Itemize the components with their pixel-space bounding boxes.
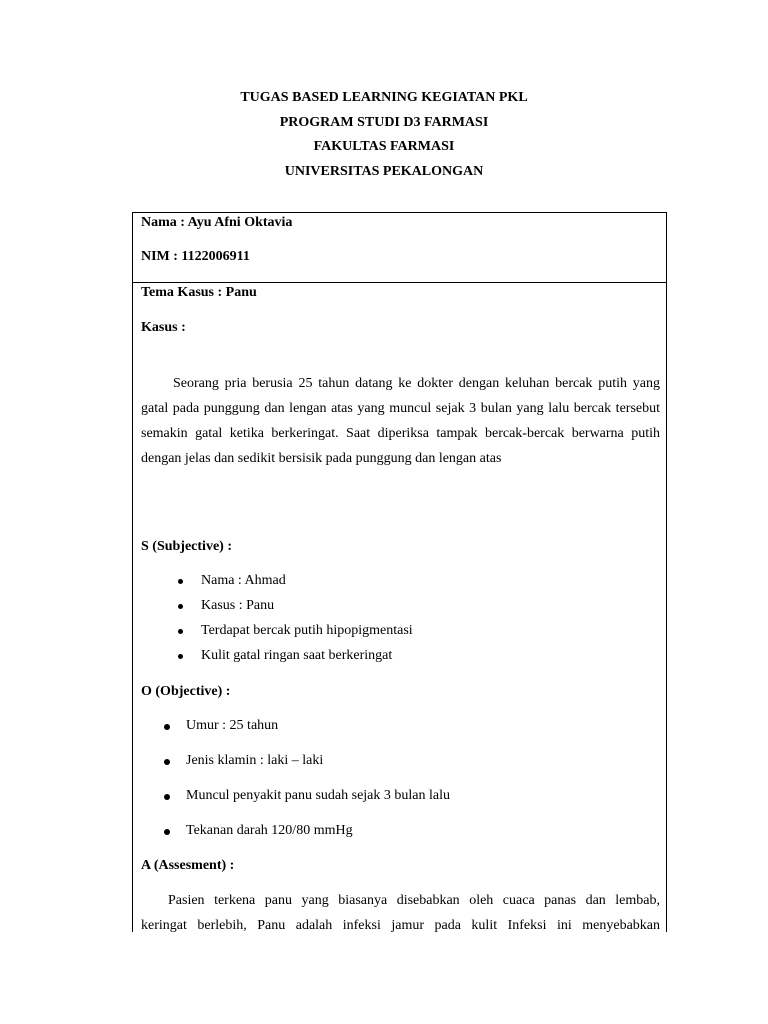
subjective-item: Terdapat bercak putih hipopigmentasi: [201, 623, 413, 638]
case-theme: Tema Kasus : Panu: [141, 285, 257, 300]
header-title: TUGAS BASED LEARNING KEGIATAN PKL: [240, 90, 528, 105]
objective-item: Tekanan darah 120/80 mmHg: [186, 823, 353, 838]
bullet-icon: [178, 629, 183, 634]
assessment-line-2: keringat berlebih, Panu adalah infeksi jamur pada kulit Infeksi ini menyebabkan: [141, 918, 660, 933]
assessment-line-1: [141, 888, 660, 913]
case-box: [132, 282, 667, 932]
subjective-heading: S (Subjective) :: [141, 539, 232, 554]
bullet-icon: [164, 829, 170, 835]
objective-item: Jenis klamin : laki – laki: [186, 753, 324, 768]
subjective-item: Kasus : Panu: [201, 598, 275, 613]
header-university: UNIVERSITAS PEKALONGAN: [284, 163, 484, 179]
assessment-heading: A (Assesment) :: [141, 858, 235, 873]
header-faculty: FAKULTAS FARMASI: [313, 139, 455, 154]
bullet-icon: [178, 579, 183, 584]
case-description-text: Seorang pria berusia 25 tahun datang ke dokter dengan keluhan bercak putih yang gatal pada punggung dan lengan atas yang muncul sejak 3 bulan yang lalu bercak tersebut semakin gatal ketika berkeringat. Saat diperiksa tampak bercak-bercak berwarna putih dengan jelas dan sedikit bersisik pada punggung dan lengan atas: [141, 376, 660, 466]
bullet-icon: [164, 724, 170, 730]
assessment-line-1-text: Pasien terkena panu yang biasanya disebabkan oleh cuaca panas dan lembab,: [168, 893, 660, 908]
objective-heading: O (Objective) :: [141, 684, 231, 699]
student-name: Nama : Ayu Afni Oktavia: [141, 215, 293, 230]
bullet-icon: [164, 759, 170, 765]
student-nim: NIM : 1122006911: [141, 249, 250, 264]
case-label: Kasus :: [141, 320, 186, 335]
bullet-icon: [178, 604, 183, 609]
subjective-item: Kulit gatal ringan saat berkeringat: [201, 648, 393, 663]
bullet-icon: [178, 654, 183, 659]
objective-item: Umur : 25 tahun: [186, 718, 279, 733]
header-program: PROGRAM STUDI D3 FARMASI: [279, 114, 489, 130]
objective-item: Muncul penyakit panu sudah sejak 3 bulan lalu: [186, 788, 450, 803]
case-description: [141, 371, 660, 471]
document-header: [0, 86, 768, 184]
bullet-icon: [164, 794, 170, 800]
subjective-item: Nama : Ahmad: [201, 573, 286, 588]
student-info-box: [132, 212, 667, 283]
